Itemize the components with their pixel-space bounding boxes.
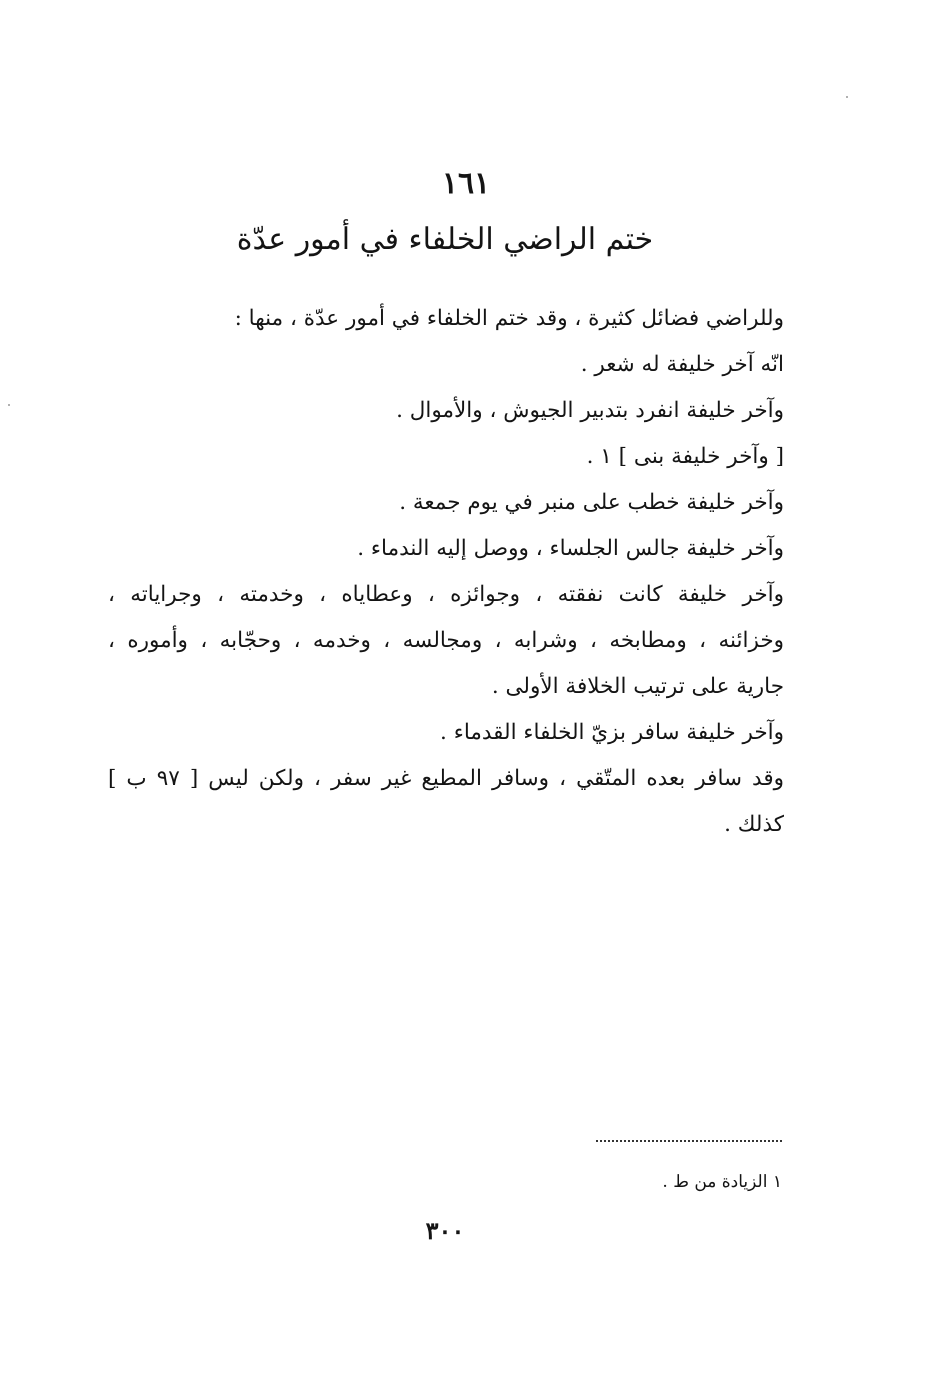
- paragraph-line: وخزائنه ، ومطابخه ، وشرابه ، ومجالسه ، وخدمه ، وحجّابه ، وأموره ،: [108, 628, 784, 653]
- footnote-separator: [596, 1140, 782, 1142]
- body-text: [108, 296, 784, 848]
- paragraph-line: وآخر خليفة انفرد بتدبير الجيوش ، والأموال .: [396, 398, 784, 423]
- footnote: ١ الزيادة من ط .: [662, 1172, 782, 1192]
- scan-speck: [8, 404, 10, 406]
- paragraph-line: وللراضي فضائل كثيرة ، وقد ختم الخلفاء في أمور عدّة ، منها :: [234, 306, 784, 331]
- paragraph-line: وآخر خليفة خطب على منبر في يوم جمعة .: [399, 490, 784, 515]
- page-number: ٣٠٠: [425, 1216, 465, 1245]
- paragraph-line: وآخر خليفة سافر بزيّ الخلفاء القدماء .: [440, 720, 784, 745]
- paragraph-line: وآخر خليفة كانت نفقته ، وجوائزه ، وعطاياه ، وخدمته ، وجراياته ،: [108, 582, 784, 607]
- paragraph-line: جارية على ترتيب الخلافة الأولى .: [491, 674, 784, 699]
- chapter-title: ختم الراضي الخلفاء في أمور عدّة: [236, 222, 654, 257]
- paragraph-line: كذلك .: [724, 812, 784, 837]
- paragraph-line: [ وآخر خليفة بنى ] ١ .: [586, 444, 784, 469]
- section-number: ١٦١: [441, 166, 491, 201]
- paragraph-line: وقد سافر بعده المتّقي ، وسافر المطيع غير سفر ، ولكن ليس [ ٩٧ ب ]: [108, 766, 784, 791]
- paragraph-line: وآخر خليفة جالس الجلساء ، ووصل إليه الندماء .: [357, 536, 784, 561]
- paragraph-line: انّه آخر خليفة له شعر .: [580, 352, 784, 377]
- scan-speck: [846, 96, 848, 98]
